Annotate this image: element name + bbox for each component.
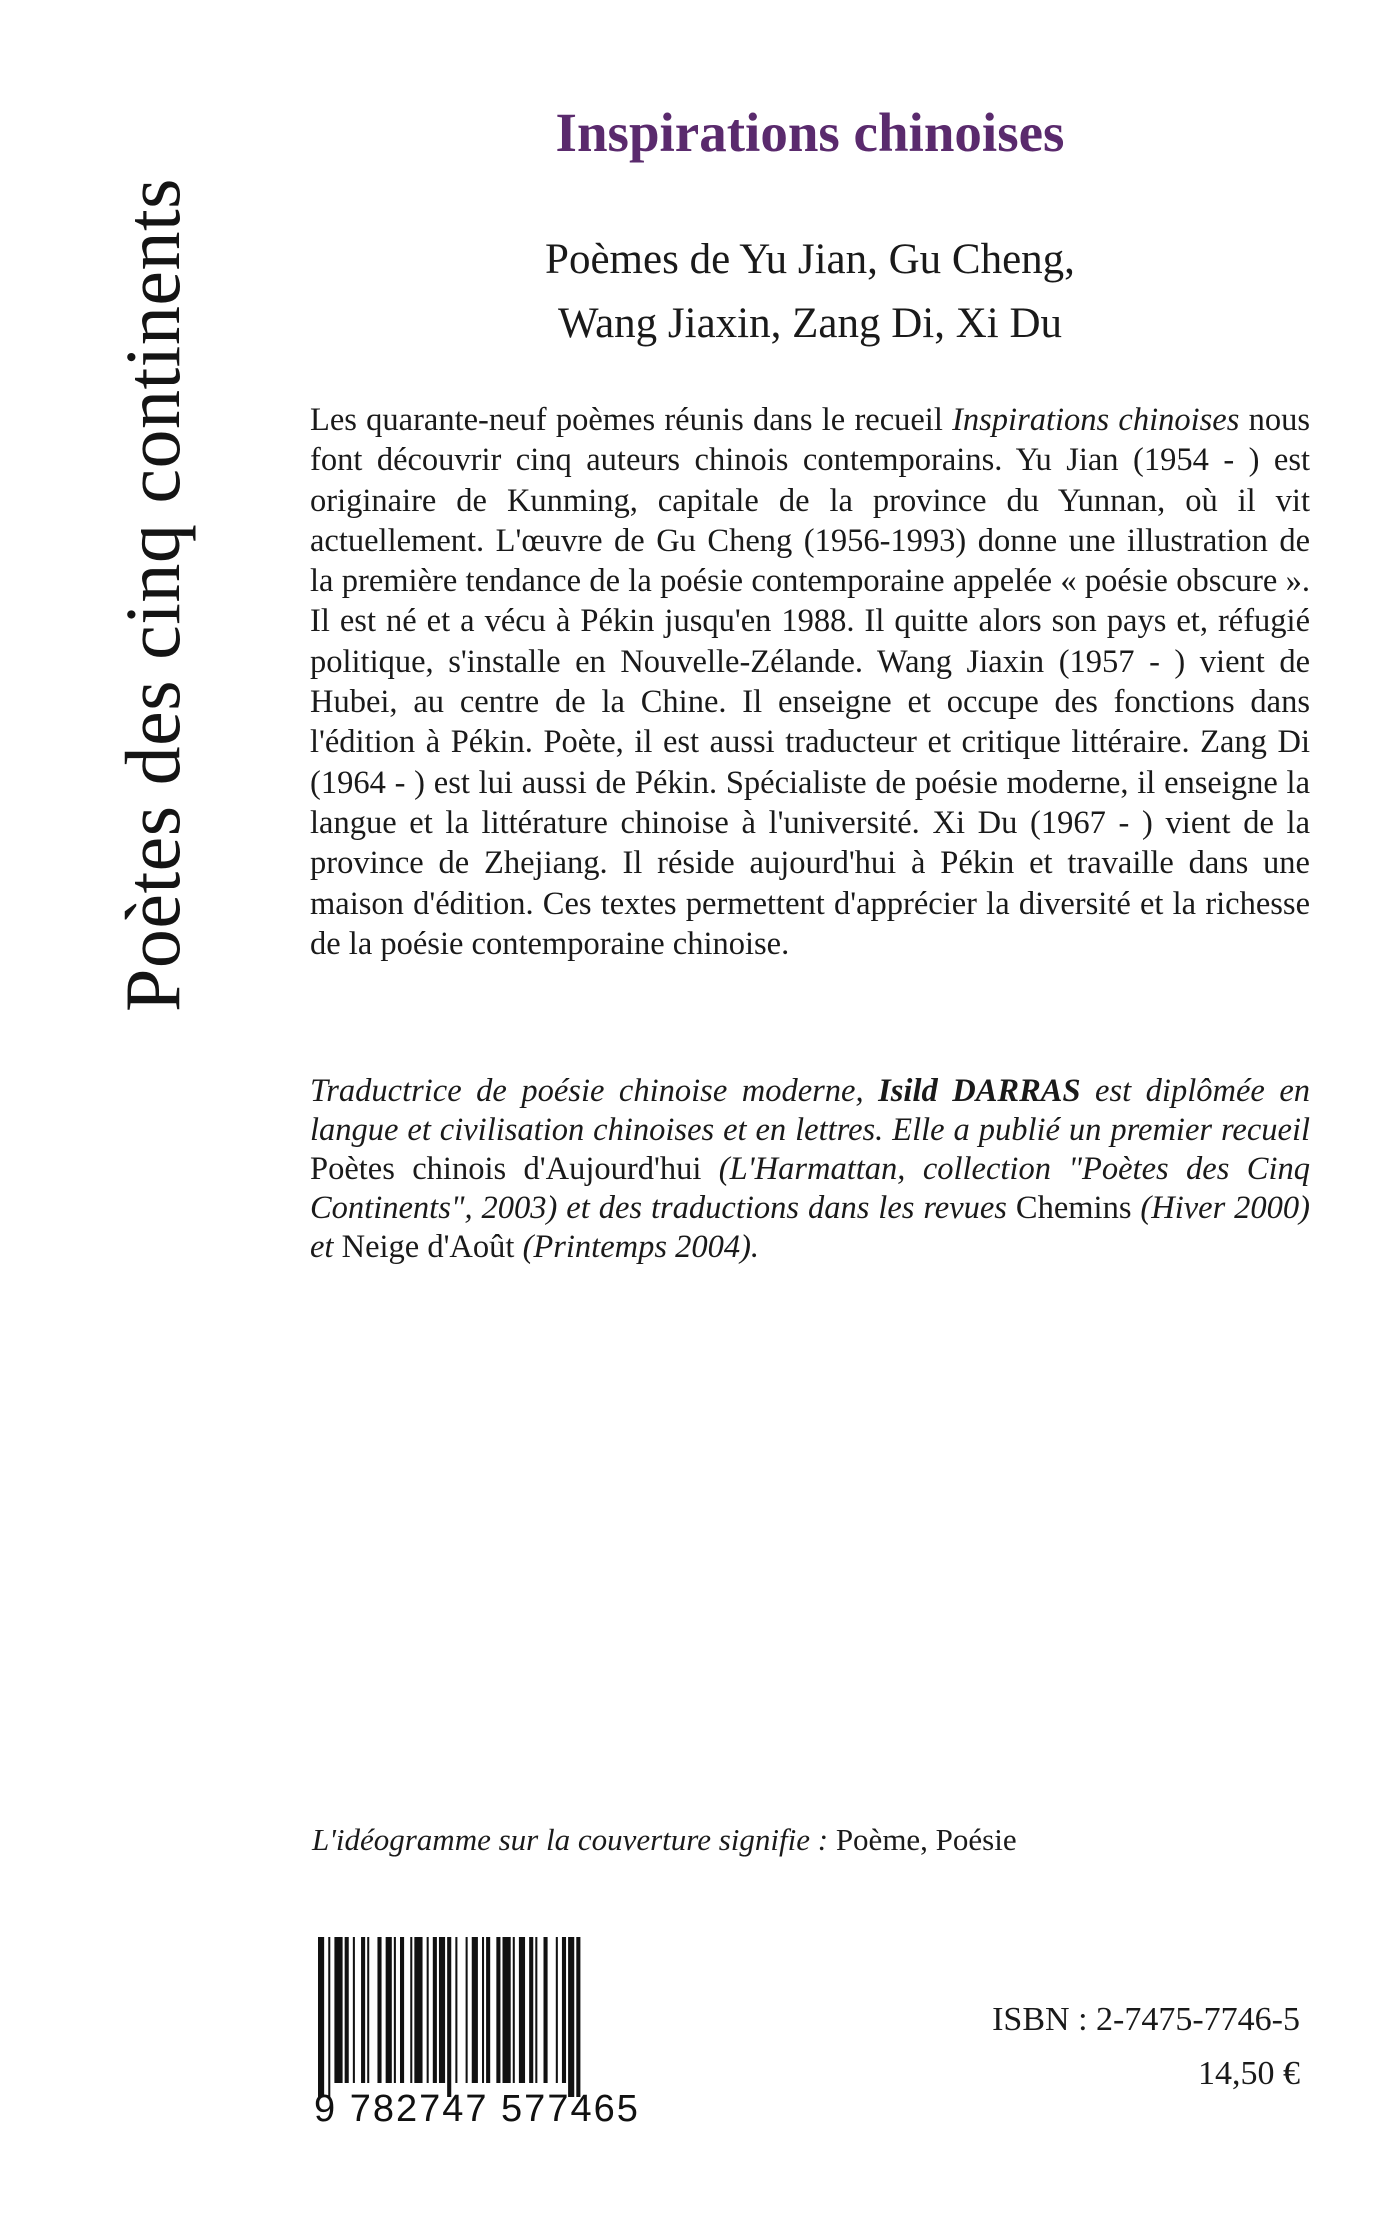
- blurb-paragraph: [310, 400, 1310, 964]
- bio-segment-4: (Hiver 2000) et: [310, 1190, 1310, 1265]
- barcode-bar: [345, 1937, 349, 2083]
- ideogram-note-label: L'idéogramme sur la couverture signifie :: [312, 1822, 829, 1857]
- barcode-bar: [513, 1937, 515, 2083]
- barcode-bar: [439, 1937, 445, 2083]
- blurb-part-1: Les quarante-neuf poèmes réunis dans le recueil: [310, 402, 953, 438]
- barcode-bar: [394, 1937, 396, 2083]
- barcode-bar: [367, 1937, 369, 2083]
- isbn: ISBN : 2-7475-7746-5: [992, 2001, 1300, 2038]
- barcode-bar: [361, 1937, 365, 2083]
- barcode-bar: [414, 1937, 422, 2083]
- barcode-bar: [529, 1937, 533, 2083]
- bio-segment-3: (L'Harmattan, collection "Poètes des Cinq Continents", 2003) et des traductions dans les revues: [310, 1151, 1310, 1226]
- book-title: Inspirations chinoises: [555, 102, 1065, 163]
- barcode-bar: [386, 1937, 392, 2083]
- barcode-bar: [466, 1937, 468, 2083]
- price: 14,50 €: [1198, 2055, 1300, 2092]
- blurb-part-2: nous font découvrir cinq auteurs chinois contemporains. Yu Jian (1954 - ) est originaire de Kunming, capitale de la province du Yunnan, où il vit actuellement. L'œuvre de Gu Cheng (1956-1993) donne une illustration de la première tendance de la poésie contemporaine appelée « poésie obscure ». Il est né et a vécu à Pékin jusqu'en 1988. Il quitte alors son pays et, réfugié politique, s'installe en Nouvelle-Zélande. Wang Jiaxin (1957 - ) vient de Hubei, au centre de la Chine. Il enseigne et occupe des fonctions dans l'édition à Pékin. Poète, il est aussi traducteur et critique littéraire. Zang Di (1964 - ) est lui aussi de Pékin. Spécialiste de poésie moderne, il enseigne la langue et la littérature chinoise à l'université. Xi Du (1967 - ) vient de la province de Zhejiang. Il réside aujourd'hui à Pékin et travaille dans une maison d'édition. Ces textes permettent d'apprécier la diversité et la richesse de la poésie contemporaine chinoise.: [310, 402, 1310, 962]
- bio-book-title: Poètes chinois d'Aujourd'hui: [310, 1151, 702, 1187]
- ideogram-note: [312, 1820, 1017, 1860]
- barcode-bar: [427, 1937, 429, 2083]
- spine-series-title-text: Poètes des cinq continents: [109, 177, 196, 1013]
- barcode-bar: [544, 1937, 548, 2083]
- barcode-bar: [353, 1937, 355, 2083]
- barcode-bar: [503, 1937, 511, 2083]
- barcode-digits: 9 782747 577465: [314, 2088, 640, 2130]
- bio-segment-5: (Printemps 2004).: [514, 1229, 760, 1265]
- barcode-bar: [486, 1937, 490, 2083]
- barcode-bar: [377, 1937, 381, 2083]
- barcode-bar: [334, 1937, 342, 2083]
- barcode-bar: [455, 1937, 457, 2083]
- barcode-bar: [328, 1937, 330, 2097]
- barcode-bar: [519, 1937, 525, 2083]
- barcode-bar: [535, 1937, 537, 2083]
- barcode-bar: [433, 1937, 437, 2083]
- barcode-bar: [576, 1937, 580, 2097]
- barcode-bar: [562, 1937, 566, 2083]
- barcode-bar: [447, 1937, 451, 2097]
- barcode-bar: [556, 1937, 558, 2083]
- ideogram-note-meaning: Poème, Poésie: [828, 1822, 1017, 1857]
- barcode: [318, 1937, 700, 2097]
- subtitle-line-2: Wang Jiaxin, Zang Di, Xi Du: [557, 300, 1063, 347]
- blurb-book-title: Inspirations chinoises: [952, 402, 1240, 438]
- barcode-bar: [318, 1937, 324, 2097]
- bio-review-neige: Neige d'Août: [341, 1229, 515, 1265]
- bio-segment-1: Traductrice de poésie chinoise moderne,: [310, 1073, 879, 1109]
- barcode-bar: [410, 1937, 412, 2083]
- bio-review-chemins: Chemins: [1015, 1190, 1132, 1226]
- subtitle-line-1: Poèmes de Yu Jian, Gu Cheng,: [545, 236, 1075, 283]
- spine-series-title: [68, 170, 238, 1020]
- author-name: Isild DARRAS: [878, 1073, 1081, 1109]
- translator-bio: [310, 1072, 1310, 1267]
- barcode-bar: [568, 1937, 574, 2097]
- bio-segment-2: est diplômée en langue et civilisation chinoises et en lettres. Elle a publié un premier recueil: [310, 1073, 1311, 1148]
- subtitle: [400, 228, 1220, 356]
- barcode-bar: [482, 1937, 484, 2083]
- barcode-bar: [400, 1937, 404, 2083]
- barcode-bar: [496, 1937, 500, 2083]
- barcode-bar: [472, 1937, 478, 2083]
